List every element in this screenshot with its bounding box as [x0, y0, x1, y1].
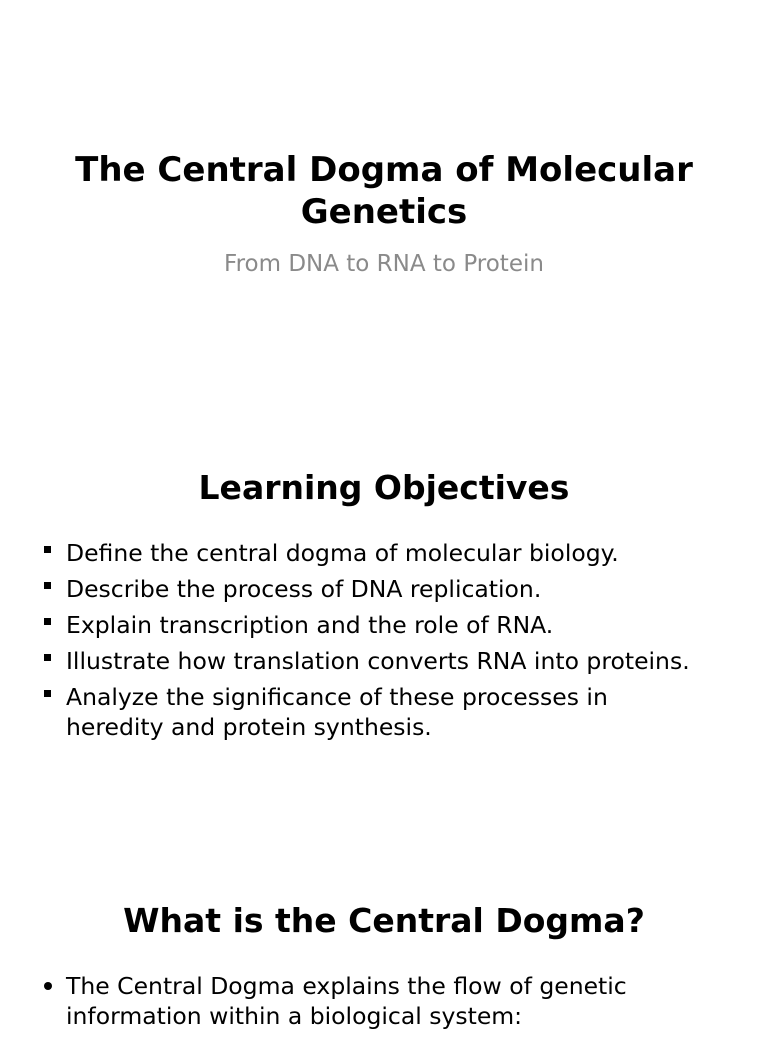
square-bullet-icon [44, 546, 51, 553]
list-item [40, 538, 708, 568]
objectives-list [40, 538, 708, 748]
list-item-text: Illustrate how translation converts RNA into proteins. [66, 647, 690, 675]
list-item-text: The Central Dogma explains the flow of genetic information within a biological system: [66, 972, 627, 1030]
slide-subtitle: From DNA to RNA to Protein [224, 251, 544, 277]
list-item [40, 682, 708, 742]
list-item-text: Define the central dogma of molecular biology. [66, 539, 619, 567]
square-bullet-icon [44, 654, 51, 661]
square-bullet-icon [44, 618, 51, 625]
list-item [40, 971, 708, 1031]
square-bullet-icon [44, 690, 51, 697]
list-item-text: Explain transcription and the role of RNA. [66, 611, 554, 639]
slide-title: The Central Dogma of Molecular Genetics [75, 150, 693, 232]
list-item-text: Analyze the significance of these processes in heredity and protein synthesis. [66, 683, 608, 741]
square-bullet-icon [44, 582, 51, 589]
list-item [40, 574, 708, 604]
round-bullet-icon [44, 982, 52, 990]
objectives-heading: Learning Objectives [198, 468, 570, 507]
list-item [40, 646, 708, 676]
list-item [40, 610, 708, 640]
list-item-text: Describe the process of DNA replication. [66, 575, 542, 603]
dogma-heading: What is the Central Dogma? [123, 901, 645, 940]
dogma-list [40, 971, 708, 1037]
